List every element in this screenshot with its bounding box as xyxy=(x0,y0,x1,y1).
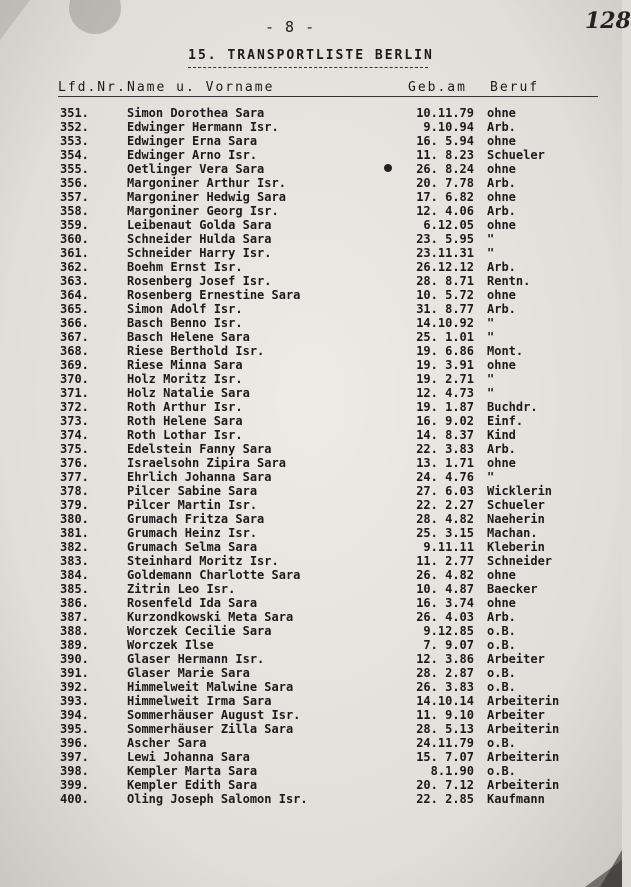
row-number: 354. xyxy=(60,148,89,162)
list-row xyxy=(0,484,622,498)
occupation: Naeherin xyxy=(487,512,545,526)
birth-date: 14.10.14 xyxy=(416,694,474,708)
birth-date: 28. 5.13 xyxy=(416,722,474,736)
header-nr: Lfd.Nr. xyxy=(58,80,127,95)
row-number: 383. xyxy=(60,554,89,568)
title-underline xyxy=(188,67,428,68)
person-name: Kempler Marta Sara xyxy=(127,764,258,778)
list-row xyxy=(0,442,622,456)
page-number: - 8 - xyxy=(265,18,316,36)
list-row xyxy=(0,176,622,190)
row-number: 382. xyxy=(60,540,89,554)
occupation: Einf. xyxy=(487,414,524,428)
row-number: 370. xyxy=(60,372,89,386)
occupation: Baecker xyxy=(487,582,538,596)
list-row xyxy=(0,386,622,400)
person-name: Steinhard Moritz Isr. xyxy=(127,554,279,568)
handwritten-annotation: 128 xyxy=(585,8,631,34)
occupation: " xyxy=(487,232,495,246)
occupation: o.B. xyxy=(487,624,516,638)
row-number: 393. xyxy=(60,694,89,708)
list-row xyxy=(0,498,622,512)
list-row xyxy=(0,456,622,470)
occupation: Arbeiter xyxy=(487,652,545,666)
birth-date: 14. 8.37 xyxy=(416,428,474,442)
list-row xyxy=(0,750,622,764)
list-row xyxy=(0,120,622,134)
occupation: Arb. xyxy=(487,204,516,218)
birth-date: 12. 4.06 xyxy=(416,204,474,218)
birth-date: 19. 1.87 xyxy=(416,400,474,414)
birth-date: 9.11.11 xyxy=(423,540,474,554)
list-row xyxy=(0,162,622,176)
person-name: Sommerhäuser August Isr. xyxy=(127,708,301,722)
person-name: Worczek Ilse xyxy=(127,638,214,652)
person-name: Simon Adolf Isr. xyxy=(127,302,243,316)
person-name: Himmelweit Irma Sara xyxy=(127,694,272,708)
list-row xyxy=(0,106,622,120)
row-number: 374. xyxy=(60,428,89,442)
birth-date: 27. 6.03 xyxy=(416,484,474,498)
row-number: 389. xyxy=(60,638,89,652)
person-name: Edelstein Fanny Sara xyxy=(127,442,272,456)
occupation: Arbeiter xyxy=(487,708,545,722)
row-number: 396. xyxy=(60,736,89,750)
list-row xyxy=(0,694,622,708)
occupation: Arb. xyxy=(487,442,516,456)
person-name: Oetlinger Vera Sara xyxy=(127,162,265,176)
person-name: Leibenaut Golda Sara xyxy=(127,218,272,232)
row-number: 359. xyxy=(60,218,89,232)
row-number: 395. xyxy=(60,722,89,736)
occupation: o.B. xyxy=(487,736,516,750)
list-row xyxy=(0,288,622,302)
row-number: 369. xyxy=(60,358,89,372)
list-row xyxy=(0,708,622,722)
person-name: Roth Arthur Isr. xyxy=(127,400,243,414)
birth-date: 19. 3.91 xyxy=(416,358,474,372)
list-row xyxy=(0,652,622,666)
person-name: Israelsohn Zipira Sara xyxy=(127,456,286,470)
list-row xyxy=(0,666,622,680)
occupation: Schneider xyxy=(487,554,553,568)
list-row xyxy=(0,582,622,596)
occupation: Mont. xyxy=(487,344,524,358)
row-number: 367. xyxy=(60,330,89,344)
list-row xyxy=(0,554,622,568)
list-row xyxy=(0,204,622,218)
row-number: 361. xyxy=(60,246,89,260)
list-row xyxy=(0,218,622,232)
occupation: " xyxy=(487,470,495,484)
list-row xyxy=(0,246,622,260)
header-rule xyxy=(58,96,598,97)
list-row xyxy=(0,540,622,554)
person-name: Glaser Hermann Isr. xyxy=(127,652,265,666)
occupation: Schueler xyxy=(487,498,545,512)
row-number: 384. xyxy=(60,568,89,582)
list-row xyxy=(0,190,622,204)
person-name: Margoniner Hedwig Sara xyxy=(127,190,286,204)
list-row xyxy=(0,680,622,694)
occupation: Kind xyxy=(487,428,516,442)
list-row xyxy=(0,148,622,162)
birth-date: 11. 2.77 xyxy=(416,554,474,568)
birth-date: 14.10.92 xyxy=(416,316,474,330)
list-row xyxy=(0,414,622,428)
person-name: Oling Joseph Salomon Isr. xyxy=(127,792,308,806)
row-number: 365. xyxy=(60,302,89,316)
row-number: 368. xyxy=(60,344,89,358)
list-row xyxy=(0,358,622,372)
occupation: Schueler xyxy=(487,148,545,162)
person-name: Kempler Edith Sara xyxy=(127,778,258,792)
list-row xyxy=(0,610,622,624)
list-row xyxy=(0,722,622,736)
person-name: Holz Natalie Sara xyxy=(127,386,250,400)
birth-date: 24.11.79 xyxy=(416,736,474,750)
birth-date: 20. 7.12 xyxy=(416,778,474,792)
birth-date: 6.12.05 xyxy=(423,218,474,232)
row-number: 375. xyxy=(60,442,89,456)
birth-date: 25. 3.15 xyxy=(416,526,474,540)
person-name: Himmelweit Malwine Sara xyxy=(127,680,294,694)
occupation: Arbeiterin xyxy=(487,694,560,708)
birth-date: 12. 4.73 xyxy=(416,386,474,400)
person-name: Grumach Fritza Sara xyxy=(127,512,265,526)
birth-date: 16. 3.74 xyxy=(416,596,474,610)
list-row xyxy=(0,274,622,288)
row-number: 391. xyxy=(60,666,89,680)
person-name: Boehm Ernst Isr. xyxy=(127,260,243,274)
person-name: Goldemann Charlotte Sara xyxy=(127,568,301,582)
birth-date: 23. 5.95 xyxy=(416,232,474,246)
person-name: Rosenberg Ernestine Sara xyxy=(127,288,301,302)
person-name: Lewi Johanna Sara xyxy=(127,750,250,764)
person-name: Margoniner Arthur Isr. xyxy=(127,176,286,190)
occupation: Rentn. xyxy=(487,274,531,288)
row-number: 386. xyxy=(60,596,89,610)
list-row xyxy=(0,526,622,540)
occupation: Arb. xyxy=(487,610,516,624)
row-number: 351. xyxy=(60,106,89,120)
person-name: Riese Berthold Isr. xyxy=(127,344,265,358)
occupation: " xyxy=(487,386,495,400)
birth-date: 7. 9.07 xyxy=(423,638,474,652)
occupation: Buchdr. xyxy=(487,400,538,414)
occupation: Wicklerin xyxy=(487,484,553,498)
list-row xyxy=(0,302,622,316)
list-row xyxy=(0,778,622,792)
birth-date: 28. 8.71 xyxy=(416,274,474,288)
occupation: ohne xyxy=(487,190,516,204)
person-name: Schneider Hulda Sara xyxy=(127,232,272,246)
birth-date: 19. 2.71 xyxy=(416,372,474,386)
birth-date: 26. 4.82 xyxy=(416,568,474,582)
birth-date: 28. 2.87 xyxy=(416,666,474,680)
person-name: Grumach Selma Sara xyxy=(127,540,258,554)
row-number: 377. xyxy=(60,470,89,484)
row-number: 380. xyxy=(60,512,89,526)
person-name: Pilcer Sabine Sara xyxy=(127,484,258,498)
row-number: 381. xyxy=(60,526,89,540)
birth-date: 10.11.79 xyxy=(416,106,474,120)
row-number: 364. xyxy=(60,288,89,302)
birth-date: 24. 4.76 xyxy=(416,470,474,484)
occupation: Arb. xyxy=(487,176,516,190)
occupation: Kaufmann xyxy=(487,792,545,806)
person-name: Basch Benno Isr. xyxy=(127,316,243,330)
row-number: 363. xyxy=(60,274,89,288)
row-number: 378. xyxy=(60,484,89,498)
person-name: Roth Lothar Isr. xyxy=(127,428,243,442)
list-row xyxy=(0,764,622,778)
header-occupation: Beruf xyxy=(490,80,540,95)
row-number: 353. xyxy=(60,134,89,148)
person-name: Roth Helene Sara xyxy=(127,414,243,428)
birth-date: 8.1.90 xyxy=(430,764,474,778)
birth-date: 9.10.94 xyxy=(423,120,474,134)
list-row xyxy=(0,596,622,610)
row-number: 355. xyxy=(60,162,89,176)
person-name: Kurzondkowski Meta Sara xyxy=(127,610,294,624)
person-name: Edwinger Arno Isr. xyxy=(127,148,258,162)
list-row xyxy=(0,568,622,582)
birth-date: 9.12.85 xyxy=(423,624,474,638)
occupation: o.B. xyxy=(487,638,516,652)
birth-date: 22. 3.83 xyxy=(416,442,474,456)
person-name: Zitrin Leo Isr. xyxy=(127,582,236,596)
birth-date: 12. 3.86 xyxy=(416,652,474,666)
person-name: Sommerhäuser Zilla Sara xyxy=(127,722,294,736)
person-name: Edwinger Erna Sara xyxy=(127,134,258,148)
occupation: ohne xyxy=(487,106,516,120)
list-row xyxy=(0,512,622,526)
occupation: ohne xyxy=(487,456,516,470)
row-number: 352. xyxy=(60,120,89,134)
row-number: 388. xyxy=(60,624,89,638)
occupation: Arbeiterin xyxy=(487,750,560,764)
birth-date: 23.11.31 xyxy=(416,246,474,260)
person-name: Grumach Heinz Isr. xyxy=(127,526,258,540)
birth-date: 19. 6.86 xyxy=(416,344,474,358)
birth-date: 22. 2.27 xyxy=(416,498,474,512)
birth-date: 26.12.12 xyxy=(416,260,474,274)
occupation: Arbeiterin xyxy=(487,778,560,792)
header-date: Geb.am xyxy=(408,80,467,95)
row-number: 398. xyxy=(60,764,89,778)
row-number: 385. xyxy=(60,582,89,596)
occupation: " xyxy=(487,330,495,344)
person-name: Simon Dorothea Sara xyxy=(127,106,265,120)
occupation: ohne xyxy=(487,218,516,232)
person-name: Glaser Marie Sara xyxy=(127,666,250,680)
birth-date: 20. 7.78 xyxy=(416,176,474,190)
occupation: Arb. xyxy=(487,302,516,316)
list-row xyxy=(0,344,622,358)
birth-date: 10. 5.72 xyxy=(416,288,474,302)
row-number: 357. xyxy=(60,190,89,204)
occupation: o.B. xyxy=(487,666,516,680)
list-row xyxy=(0,624,622,638)
row-number: 379. xyxy=(60,498,89,512)
list-row xyxy=(0,428,622,442)
row-number: 387. xyxy=(60,610,89,624)
row-number: 366. xyxy=(60,316,89,330)
row-number: 390. xyxy=(60,652,89,666)
row-number: 371. xyxy=(60,386,89,400)
birth-date: 10. 4.87 xyxy=(416,582,474,596)
birth-date: 31. 8.77 xyxy=(416,302,474,316)
row-number: 373. xyxy=(60,414,89,428)
occupation: Arbeiterin xyxy=(487,722,560,736)
row-number: 362. xyxy=(60,260,89,274)
occupation: o.B. xyxy=(487,764,516,778)
row-number: 360. xyxy=(60,232,89,246)
row-number: 372. xyxy=(60,400,89,414)
occupation: " xyxy=(487,372,495,386)
birth-date: 17. 6.82 xyxy=(416,190,474,204)
row-number: 399. xyxy=(60,778,89,792)
list-row xyxy=(0,372,622,386)
list-row xyxy=(0,330,622,344)
birth-date: 15. 7.07 xyxy=(416,750,474,764)
person-name: Margoniner Georg Isr. xyxy=(127,204,279,218)
occupation: " xyxy=(487,316,495,330)
person-name: Pilcer Martin Isr. xyxy=(127,498,258,512)
person-name: Holz Moritz Isr. xyxy=(127,372,243,386)
birth-date: 11. 9.10 xyxy=(416,708,474,722)
list-row xyxy=(0,232,622,246)
occupation: ohne xyxy=(487,596,516,610)
person-name: Rosenfeld Ida Sara xyxy=(127,596,258,610)
occupation: Arb. xyxy=(487,260,516,274)
row-number: 376. xyxy=(60,456,89,470)
row-number: 358. xyxy=(60,204,89,218)
list-row xyxy=(0,400,622,414)
row-number: 392. xyxy=(60,680,89,694)
occupation: ohne xyxy=(487,134,516,148)
list-row xyxy=(0,792,622,806)
occupation: ohne xyxy=(487,568,516,582)
person-name: Riese Minna Sara xyxy=(127,358,243,372)
birth-date: 16. 5.94 xyxy=(416,134,474,148)
person-name: Ascher Sara xyxy=(127,736,207,750)
list-row xyxy=(0,736,622,750)
list-row xyxy=(0,316,622,330)
list-row xyxy=(0,134,622,148)
header-name: Name u. Vorname xyxy=(127,80,275,95)
person-name: Schneider Harry Isr. xyxy=(127,246,272,260)
list-row xyxy=(0,470,622,484)
occupation: Machan. xyxy=(487,526,538,540)
person-name: Edwinger Hermann Isr. xyxy=(127,120,279,134)
occupation: ohne xyxy=(487,288,516,302)
row-number: 400. xyxy=(60,792,89,806)
birth-date: 11. 8.23 xyxy=(416,148,474,162)
row-number: 397. xyxy=(60,750,89,764)
person-name: Ehrlich Johanna Sara xyxy=(127,470,272,484)
birth-date: 22. 2.85 xyxy=(416,792,474,806)
person-name: Worczek Cecilie Sara xyxy=(127,624,272,638)
birth-date: 26. 4.03 xyxy=(416,610,474,624)
list-row xyxy=(0,638,622,652)
birth-date: 28. 4.82 xyxy=(416,512,474,526)
person-name: Rosenberg Josef Isr. xyxy=(127,274,272,288)
birth-date: 13. 1.71 xyxy=(416,456,474,470)
row-number: 394. xyxy=(60,708,89,722)
person-name: Basch Helene Sara xyxy=(127,330,250,344)
row-number: 356. xyxy=(60,176,89,190)
birth-date: 25. 1.01 xyxy=(416,330,474,344)
birth-date: 26. 8.24 xyxy=(416,162,474,176)
list-row xyxy=(0,260,622,274)
transport-list xyxy=(0,106,622,806)
document-title: 15. TRANSPORTLISTE BERLIN xyxy=(188,48,434,63)
occupation: Kleberin xyxy=(487,540,545,554)
occupation: ohne xyxy=(487,358,516,372)
birth-date: 26. 3.83 xyxy=(416,680,474,694)
occupation: " xyxy=(487,246,495,260)
occupation: ohne xyxy=(487,162,516,176)
occupation: o.B. xyxy=(487,680,516,694)
birth-date: 16. 9.02 xyxy=(416,414,474,428)
occupation: Arb. xyxy=(487,120,516,134)
